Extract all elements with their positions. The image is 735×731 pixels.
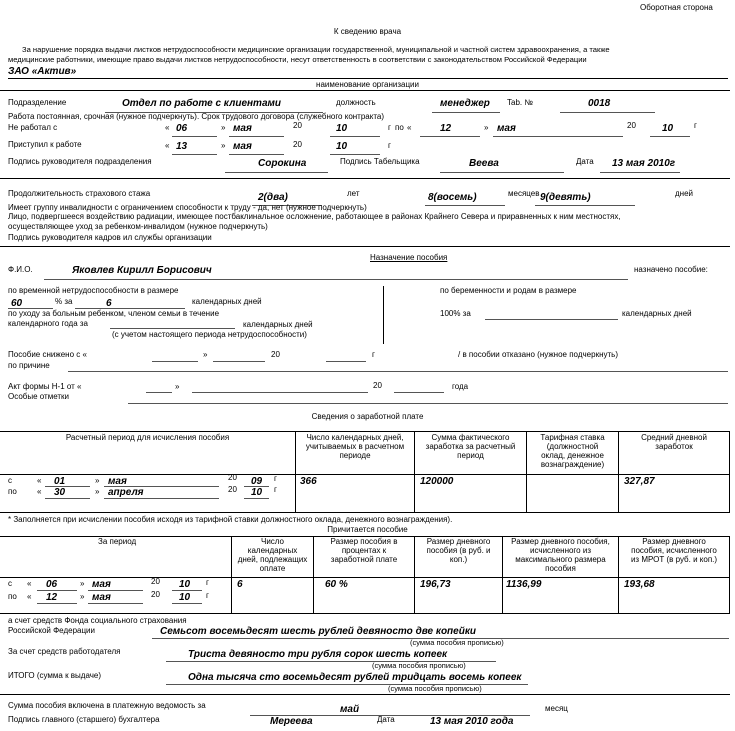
year-prefix: 20	[228, 485, 237, 494]
salary-sum: 120000	[420, 476, 454, 487]
sign-line	[225, 172, 328, 173]
cal-days-label-3: календарных дней	[622, 309, 692, 318]
date-label: Дата	[576, 157, 594, 166]
quote: «	[165, 141, 170, 150]
radiation-line: Лицо, подвергшееся воздействию радиации, имеющее постбаклинальное осложнение, работающее в районах Крайнего Севера и приравненных к ним местностях,	[8, 212, 621, 221]
year-prefix: 20	[373, 381, 382, 390]
accrual-col-mrot-3: из МРОТ (в руб. и коп.)	[630, 555, 718, 564]
salary-to-year: 10	[251, 487, 263, 498]
insurance-months: 8(восемь)	[428, 192, 477, 203]
date-line	[45, 486, 90, 487]
notice-line-2: медицинские работники, имеющие право выдачи листков нетрудоспособности, несут ответственность в соответствии с законодательством Российской Федерации	[8, 55, 587, 64]
col-avg-header-1: Средний дневной	[641, 433, 707, 442]
date-line	[172, 154, 217, 155]
year-suffix: г	[206, 591, 209, 600]
col-sum-header-1: Сумма фактического	[431, 433, 510, 442]
accrual-percent: 60 %	[325, 579, 348, 590]
col-days-header-1: Число календарных дней,	[306, 433, 404, 442]
accrual-col-daily-3: коп.)	[449, 555, 468, 564]
year-suffix: г	[388, 123, 391, 132]
quote: «	[27, 592, 32, 601]
quote: «	[37, 487, 42, 496]
quote: »	[95, 487, 100, 496]
org-name-caption: наименование организации	[316, 80, 419, 89]
year-suffix: г	[274, 474, 277, 483]
year-prefix: 20	[627, 121, 636, 130]
statement-month: май	[340, 704, 360, 715]
date-line	[420, 136, 480, 137]
accrual-col-max-4: пособия	[545, 564, 576, 573]
quote: «	[165, 123, 170, 132]
start-year: 10	[336, 141, 348, 152]
accrual-title: Причитается пособие	[327, 525, 408, 534]
head-sign-label: Подпись руководителя подразделения	[8, 157, 152, 166]
year-prefix: 20	[293, 121, 302, 130]
year-prefix: 20	[151, 577, 160, 586]
value-line	[213, 361, 265, 362]
absence-from-year: 10	[336, 123, 348, 134]
accrual-col-mrot-1: Размер дневного	[642, 537, 706, 546]
tab-no-value: 0018	[588, 98, 611, 109]
absence-from-day: 06	[176, 123, 188, 134]
date-line	[229, 154, 284, 155]
accrual-col-days-4: оплате	[259, 564, 286, 573]
value-line	[485, 319, 618, 320]
date-line	[229, 136, 284, 137]
quote: »	[95, 476, 100, 485]
cal-days-label-2: календарных дней	[243, 320, 313, 329]
date-line	[37, 590, 77, 591]
table-col	[729, 536, 730, 613]
fss-label-2: Российской Федерации	[8, 626, 95, 635]
tab-sign-value: Веева	[469, 158, 499, 169]
reason-line	[68, 371, 728, 372]
statement-label: Сумма пособия включена в платежную ведомость за	[8, 701, 206, 710]
date-line	[88, 603, 143, 604]
col-rate-header-3: оклад, денежное	[541, 451, 604, 460]
accrual-col-daily-2: пособия (в руб. и	[426, 546, 491, 555]
absence-to-month: мая	[497, 123, 516, 134]
salary-to-month: апреля	[108, 487, 144, 498]
accrual-max: 1136,99	[506, 579, 542, 590]
accrual-to-day: 12	[46, 592, 58, 603]
date-line	[172, 136, 217, 137]
quote: «	[37, 476, 42, 485]
divider	[0, 246, 730, 247]
pregnancy-label: по беременности и родам в размере	[440, 286, 577, 295]
start-day: 13	[176, 141, 188, 152]
date-line	[600, 172, 680, 173]
value-line	[326, 361, 366, 362]
percent-label: % за	[55, 297, 73, 306]
salary-footnote: * Заполняется при исчислении пособия исходя из тарифной ставки должностного оклада, денежного вознаграждения).	[8, 515, 453, 524]
words-caption: (сумма пособия прописью)	[388, 684, 482, 693]
year-prefix: 20	[271, 350, 280, 359]
absence-to-day: 12	[440, 123, 452, 134]
value-line	[152, 361, 198, 362]
accountant-sign-value: Мереева	[270, 716, 313, 727]
date-line	[88, 590, 143, 591]
fio-line	[44, 279, 628, 280]
year-prefix: 20	[293, 140, 302, 149]
to-label: по	[395, 123, 404, 132]
quote: «	[27, 579, 32, 588]
fio-value: Яковлев Кирилл Борисович	[72, 265, 212, 276]
benefit-title: Назначение пособия	[370, 253, 448, 262]
accrual-mrot: 193,68	[624, 579, 655, 590]
reverse-side-label: Оборотная сторона	[640, 3, 713, 12]
days-label: дней	[675, 189, 694, 198]
year-suffix: г	[372, 350, 375, 359]
salary-title: Сведения о заработной плате	[311, 412, 424, 421]
sign-line	[440, 172, 564, 173]
col-rate-header-4: вознаграждение)	[540, 460, 605, 469]
position-value: менеджер	[440, 98, 490, 109]
fio-label: Ф.И.О.	[8, 265, 33, 274]
col-rate-header-1: Тарифная ставка	[540, 433, 605, 442]
date-line	[493, 136, 623, 137]
accountant-sign-label: Подпись главного (старшего) бухгалтера	[8, 715, 160, 724]
year-prefix: 20	[151, 590, 160, 599]
divider	[0, 694, 730, 695]
fss-label-1: а счет средств Фонда социального страхования	[8, 616, 187, 625]
table-border	[0, 613, 730, 614]
tab-no-label: Tab. №	[507, 98, 533, 107]
refused-label: / в пособии отказано (нужное подчеркнуть)	[458, 350, 618, 359]
accrual-to-year: 10	[179, 592, 191, 603]
col-days-header-2: учитываемых в расчетном	[305, 442, 405, 451]
current-period-note: (с учетом настоящего периода нетрудоспособности)	[112, 330, 307, 339]
date-value: 13 мая 2010г	[612, 158, 676, 169]
absence-from-month: мая	[233, 123, 252, 134]
act-year-label: года	[452, 382, 469, 391]
head-sign-value: Сорокина	[258, 158, 307, 169]
value-line	[146, 392, 172, 393]
salary-from-month: мая	[108, 476, 127, 487]
salary-days: 366	[300, 476, 317, 487]
value-line	[394, 392, 444, 393]
position-label: должность	[336, 98, 376, 107]
start-work-label: Приступил к работе	[8, 140, 82, 149]
accrual-col-max-1: Размер дневного пособия,	[511, 537, 610, 546]
subdivision-label: Подразделение	[8, 98, 67, 107]
accrual-col-percent-3: заработной плате	[330, 555, 398, 564]
salary-to-day: 30	[54, 487, 66, 498]
assigned-label: назначено пособие:	[634, 265, 708, 274]
year-suffix: г	[274, 485, 277, 494]
quote: «	[407, 123, 412, 132]
accrual-from-day: 06	[46, 579, 58, 590]
disability-line: Имеет группу инвалидности с ограничением способности к труду - да, нет (нужное подчеркнуть)	[8, 203, 367, 212]
accrual-col-percent-2: процентах к	[341, 546, 387, 555]
calendar-year-label: календарного года за	[8, 319, 88, 328]
act-label: Акт формы Н-1 от «	[8, 382, 82, 391]
quote: »	[203, 350, 208, 359]
percent100-label: 100% за	[440, 309, 471, 318]
hr-sign-line: Подпись руководителя кадров ил службы организации	[8, 233, 212, 242]
accrual-col-daily-1: Размер дневного	[426, 537, 491, 546]
quote: »	[221, 141, 226, 150]
quote: »	[175, 382, 180, 391]
months-label: месяцев	[508, 189, 540, 198]
accrual-col-percent-1: Размер пособия в	[330, 537, 398, 546]
work-type-line: Работа постоянная, срочная (нужное подчеркнуть). Срок трудового договора (служебного контракта)	[8, 112, 385, 121]
col-period-header: Расчетный период для исчисления пособия	[65, 433, 230, 442]
year-prefix: 20	[228, 473, 237, 482]
accrual-col-max-3: максимального размера	[515, 555, 606, 564]
col-sum-header-3: период	[457, 451, 484, 460]
accrual-from-year: 10	[179, 579, 191, 590]
cal-days-label: календарных дней	[192, 297, 262, 306]
accrual-col-days-2: календарных	[247, 546, 298, 555]
notice-line-1: За нарушение порядка выдачи листков нетрудоспособности медицинские организации государственной, муниципальной и частной систем здравоохранения, а также	[22, 45, 610, 54]
doctor-note-title: К сведению врача	[333, 27, 402, 36]
date-line	[330, 154, 380, 155]
accrual-col-period: За период	[98, 537, 137, 546]
date-line	[104, 498, 219, 499]
employer-amount-words: Триста девяносто три рубля сорок шесть копеек	[188, 649, 448, 660]
year-suffix: г	[694, 121, 697, 130]
start-month: мая	[233, 141, 252, 152]
accrual-col-days-3: дней, подлежащих	[237, 555, 308, 564]
accrual-days: 6	[237, 579, 243, 590]
accountant-date-value: 13 мая 2010 года	[430, 716, 514, 727]
employer-label: За счет средств работодателя	[8, 647, 121, 656]
table-border	[0, 512, 730, 513]
accrual-col-max-2: исчисленного из	[530, 546, 591, 555]
reduced-label: Пособие снижено с «	[8, 350, 87, 359]
insurance-days: 9(девять)	[540, 192, 591, 203]
care-line: осуществляющее уход за ребенком-инвалидом (нужное подчеркнуть)	[8, 222, 268, 231]
value-line	[425, 205, 505, 206]
org-name: ЗАО «Актив»	[8, 66, 77, 77]
year-suffix: г	[388, 141, 391, 150]
date-line	[244, 498, 269, 499]
date-line	[172, 590, 202, 591]
col-rate-header-2: (должностной	[546, 442, 599, 451]
accrual-col-mrot-2: пособия, исчисленного	[631, 546, 717, 555]
words-caption: (сумма пособия прописью)	[372, 661, 466, 670]
table-border	[0, 577, 730, 578]
accountant-date-label: Дата	[377, 715, 395, 724]
total-amount-words: Одна тысяча сто восемьдесят рублей тридцать восемь копеек	[188, 672, 522, 683]
tab-no-line	[560, 112, 655, 113]
salary-avg: 327,87	[624, 476, 655, 487]
tab-sign-label: Подпись Табельщика	[340, 157, 420, 166]
accrual-daily: 196,73	[420, 579, 451, 590]
fss-amount-words: Семьсот восемьдесят шесть рублей девяносто две копейки	[160, 626, 477, 637]
col-sum-header-2: заработка за расчетный	[425, 442, 516, 451]
divider	[0, 90, 730, 91]
child-care-label: по уходу за больным ребенком, членом семьи в течение	[8, 309, 220, 318]
temp-disability-label: по временной нетрудоспособности в размере	[8, 286, 179, 295]
quote: »	[80, 592, 85, 601]
special-marks-label: Особые отметки	[8, 392, 70, 401]
table-border	[0, 474, 730, 475]
date-line	[330, 136, 380, 137]
value-line	[110, 328, 235, 329]
benefit-percent: 60	[11, 298, 23, 309]
table-col	[729, 431, 730, 512]
salary-from-day: 01	[54, 476, 66, 487]
reason-label: по причине	[8, 361, 50, 370]
column-divider	[383, 286, 384, 344]
divider	[0, 178, 730, 179]
from-label: с	[8, 476, 12, 485]
accrual-to-month: мая	[92, 592, 111, 603]
col-days-header-3: периоде	[339, 451, 371, 460]
subdivision-value: Отдел по работе с клиентами	[122, 98, 282, 109]
absence-to-year: 10	[662, 123, 674, 134]
insurance-years: 2(два)	[258, 192, 288, 203]
insurance-length-label: Продолжительность страхового стажа	[8, 189, 151, 198]
to-label: по	[8, 487, 17, 496]
col-avg-header-2: заработок	[655, 442, 693, 451]
accrual-col-days-1: Число	[260, 537, 284, 546]
quote: »	[484, 123, 489, 132]
total-label: ИТОГО (сумма к выдаче)	[8, 671, 102, 680]
value-line	[192, 392, 368, 393]
accrual-from-month: мая	[92, 579, 111, 590]
quote: »	[221, 123, 226, 132]
date-line	[37, 603, 77, 604]
to-label: по	[8, 592, 17, 601]
table-border	[0, 431, 730, 432]
salary-from-year: 09	[251, 476, 263, 487]
words-caption: (сумма пособия прописью)	[410, 638, 504, 647]
from-label: с	[8, 579, 12, 588]
years-label: лет	[347, 189, 360, 198]
special-line	[128, 403, 728, 404]
month-label: месяц	[545, 704, 568, 713]
date-line	[172, 603, 202, 604]
date-line	[45, 498, 90, 499]
benefit-days: 6	[106, 298, 112, 309]
quote: »	[80, 579, 85, 588]
year-suffix: г	[206, 578, 209, 587]
not-worked-label: Не работал с	[8, 123, 58, 132]
org-name-line	[8, 78, 728, 79]
date-line	[650, 136, 690, 137]
value-line	[535, 205, 635, 206]
position-line	[432, 112, 500, 113]
